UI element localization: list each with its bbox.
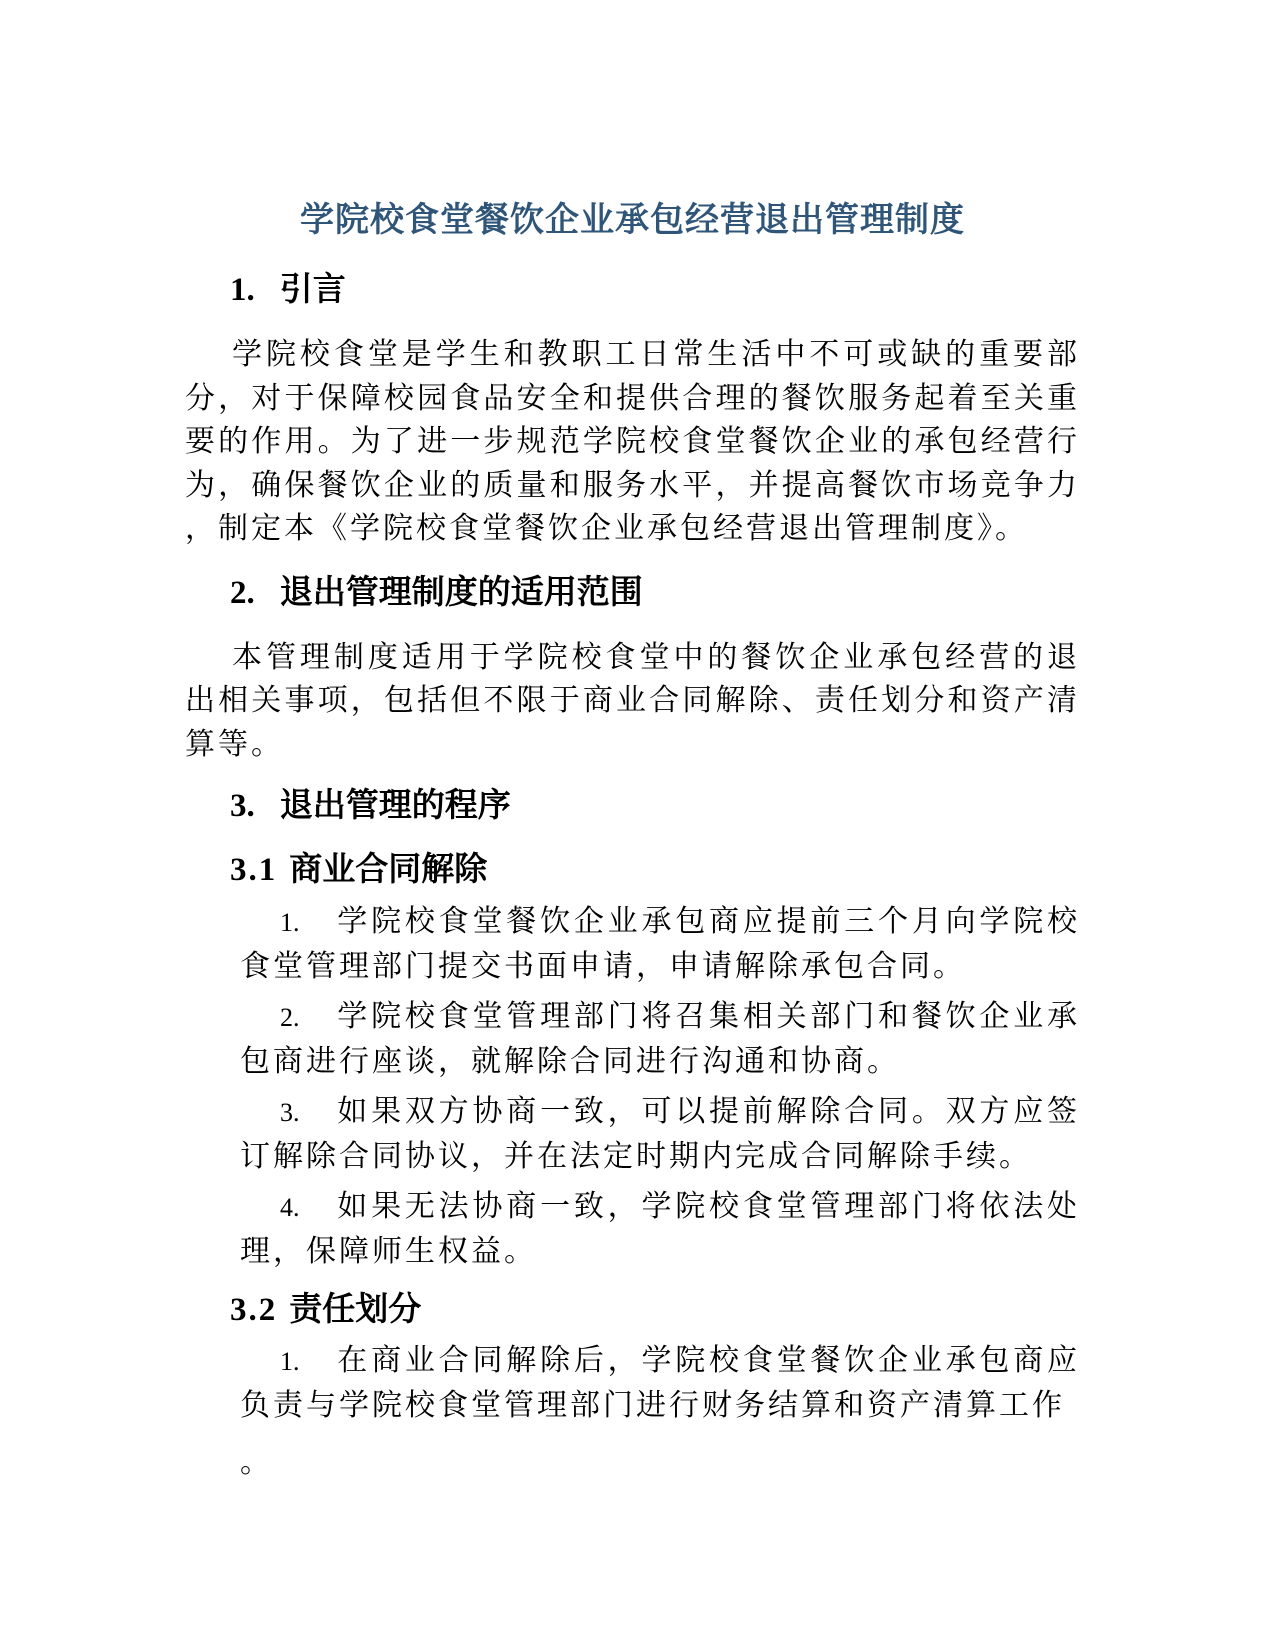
list-item-3-1-3 bbox=[240, 1090, 1080, 1178]
list-item-3-2-1 bbox=[240, 1339, 1080, 1427]
list-item-3-1-2-text: 学院校食堂管理部门将召集相关部门和餐饮企业承包商进行座谈，就解除合同进行沟通和协商。 bbox=[240, 1000, 1080, 1078]
list-item-3-1-2 bbox=[240, 995, 1080, 1083]
heading-2-scope bbox=[230, 570, 1080, 615]
list-item-3-1-1-number: 1. bbox=[280, 908, 300, 937]
list-item-3-1-4-text: 如果无法协商一致，学院校食堂管理部门将依法处理，保障师生权益。 bbox=[240, 1190, 1080, 1268]
list-item-3-1-2-number: 2. bbox=[280, 1003, 300, 1032]
list-item-3-1-1 bbox=[240, 900, 1080, 988]
list-item-3-1-4 bbox=[240, 1185, 1080, 1273]
heading-3-1-number: 3.1 bbox=[230, 852, 278, 888]
heading-1-introduction bbox=[230, 267, 1080, 312]
heading-3-1-contract-termination bbox=[230, 847, 1080, 892]
heading-3-2-number: 3.2 bbox=[230, 1292, 278, 1328]
heading-1-number: 1. bbox=[230, 272, 255, 308]
list-item-3-1-3-number: 3. bbox=[280, 1098, 300, 1127]
heading-3-2-responsibility bbox=[230, 1287, 1080, 1332]
heading-2-text: 退出管理制度的适用范围 bbox=[279, 572, 643, 610]
document-title: 学院校食堂餐饮企业承包经营退出管理制度 bbox=[300, 201, 965, 239]
list-item-3-2-1-trailing-punct: 。 bbox=[240, 1446, 270, 1479]
heading-3-number: 3. bbox=[230, 788, 255, 824]
list-item-3-1-1-text: 学院校食堂餐饮企业承包商应提前三个月向学院校食堂管理部门提交书面申请，申请解除承包合同。 bbox=[240, 905, 1080, 983]
paragraph-scope: 本管理制度适用于学院校食堂中的餐饮企业承包经营的退出相关事项，包括但不限于商业合同解除、责任划分和资产清算等。 bbox=[185, 640, 1080, 761]
heading-3-text: 退出管理的程序 bbox=[279, 786, 511, 823]
list-item-3-2-1-number: 1. bbox=[280, 1347, 300, 1376]
list-item-3-1-4-number: 4. bbox=[280, 1193, 300, 1222]
heading-2-number: 2. bbox=[230, 574, 255, 611]
list-item-3-2-1-text: 在商业合同解除后，学院校食堂餐饮企业承包商应负责与学院校食堂管理部门进行财务结算和资产清算工作 bbox=[240, 1344, 1080, 1422]
list-item-3-1-3-text: 如果双方协商一致，可以提前解除合同。双方应签订解除合同协议，并在法定时期内完成合同解除手续。 bbox=[240, 1095, 1080, 1173]
heading-3-procedures bbox=[230, 783, 1080, 828]
heading-1-text: 引言 bbox=[279, 270, 346, 307]
heading-3-1-text: 商业合同解除 bbox=[289, 850, 488, 887]
paragraph-introduction: 学院校食堂是学生和教职工日常生活中不可或缺的重要部分，对于保障校园食品安全和提供合理的餐饮服务起着至关重要的作用。为了进一步规范学院校食堂餐饮企业的承包经营行为，确保餐饮企业的质量和服务水平，并提高餐饮市场竞争力，制定本《学院校食堂餐饮企业承包经营退出管理制度》。 bbox=[185, 338, 1080, 545]
heading-3-2-text: 责任划分 bbox=[289, 1290, 422, 1327]
